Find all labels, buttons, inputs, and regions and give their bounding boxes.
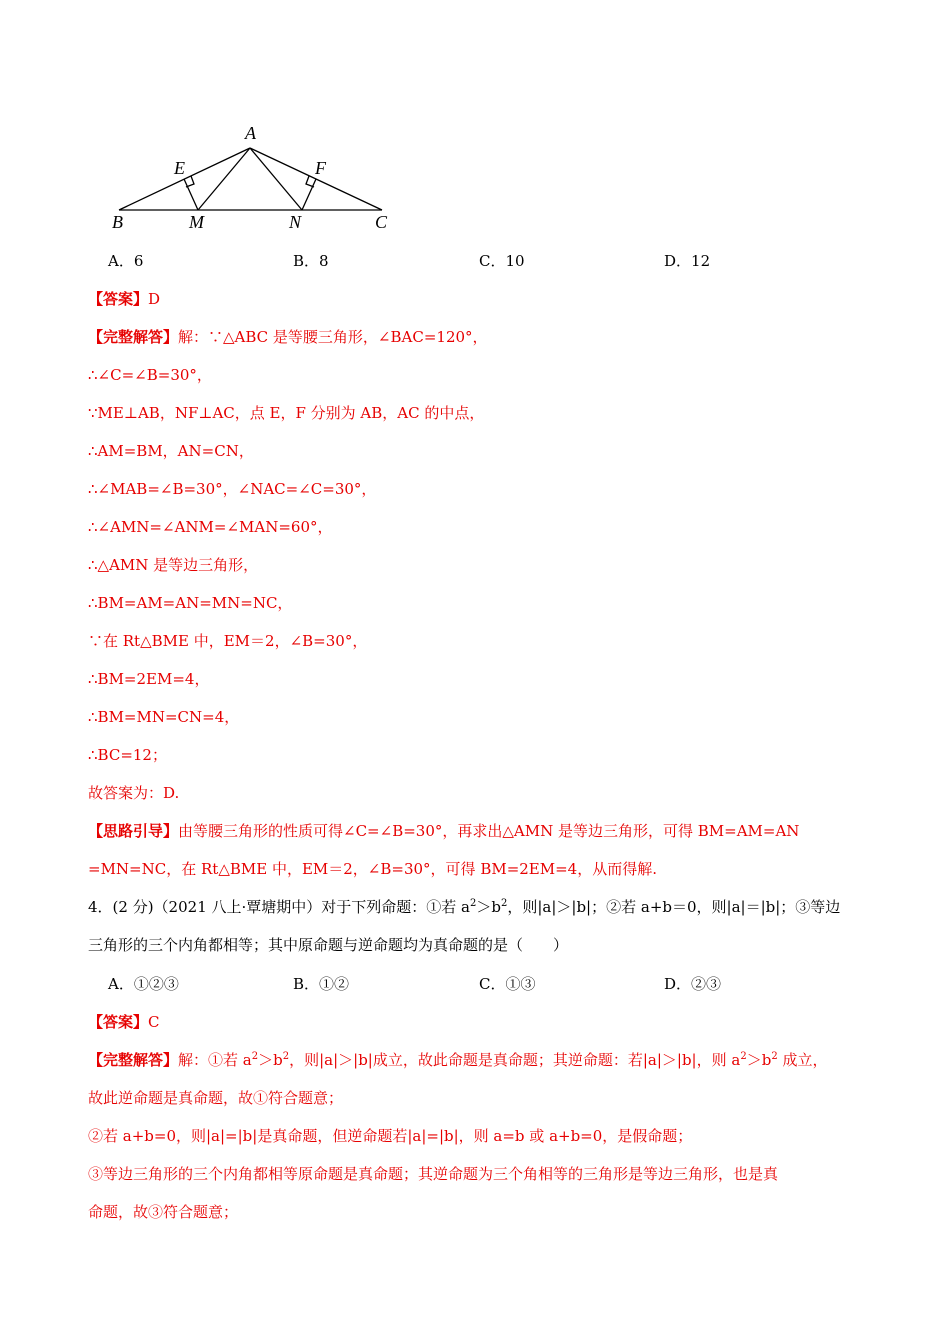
q3-option-d: D．12 (664, 252, 711, 270)
q3-solution-line-4: ∴AM=BM，AN=CN， (88, 442, 254, 460)
q4-text-part: ＞b (476, 898, 501, 916)
q4-solution-line-3: ②若 a+b=0，则|a|=|b|是真命题，但逆命题若|a|=|b|，则 a=b 或 a+b=0，是假命题； (88, 1127, 693, 1145)
q3-solution-line-5: ∴∠MAB=∠B=30°，∠NAC=∠C=30°， (88, 480, 377, 498)
hint-tag: 【思路引导】 (88, 822, 179, 840)
q3-solution-line-7: ∴△AMN 是等边三角形， (88, 556, 259, 574)
q3-option-c: C．10 (479, 252, 525, 270)
q3-hint-line-1 (88, 820, 868, 841)
q3-solution-line-9: ∵在 Rt△BME 中，EM＝2，∠B=30°， (88, 632, 368, 650)
q3-solution-line-2: ∴∠C=∠B=30°， (88, 366, 212, 384)
label-b: B (112, 212, 123, 232)
segment-am (198, 148, 250, 210)
answer-value: C (148, 1013, 160, 1031)
label-n: N (289, 212, 302, 232)
solution-text: 解：∵△ABC 是等腰三角形，∠BAC=120°， (178, 328, 488, 346)
superscript: 2 (469, 898, 477, 909)
answer-tag: 【答案】 (88, 1013, 149, 1031)
q3-solution-line-10: ∴BM=2EM=4， (88, 670, 210, 688)
q4-solution-line-5: 命题，故③符合题意； (88, 1203, 239, 1221)
solution-text-part: ＞b (258, 1051, 283, 1069)
q3-solution-line-11: ∴BM=MN=CN=4， (88, 708, 240, 726)
solution-text-part: ，则|a|＞|b|成立，故此命题是真命题；其逆命题：若|a|＞|b|，则 a (289, 1051, 741, 1069)
q4-option-a: A．①②③ (108, 975, 179, 993)
label-c: C (375, 212, 388, 232)
superscript: 2 (771, 1051, 778, 1062)
triangle-figure (100, 118, 400, 236)
q4-option-c: C．①③ (479, 975, 536, 993)
q4-question-line-2: 三角形的三个内角都相等；其中原命题与逆命题均为真命题的是（ ） (88, 936, 569, 954)
solution-text-part: ＞b (746, 1051, 772, 1069)
q4-question-line-1 (88, 896, 868, 917)
label-f: F (315, 158, 326, 178)
superscript: 2 (500, 898, 508, 909)
solution-tag: 【完整解答】 (88, 1051, 179, 1069)
q3-solution-line-13: 故答案为：D. (88, 784, 180, 802)
answer-tag: 【答案】 (88, 290, 149, 308)
q4-option-b: B．①② (293, 975, 350, 993)
superscript: 2 (740, 1051, 747, 1062)
label-m: M (189, 212, 204, 232)
q3-solution-line-6: ∴∠AMN=∠ANM=∠MAN=60°， (88, 518, 333, 536)
q4-solution-line-2: 故此逆命题是真命题，故①符合题意； (88, 1089, 344, 1107)
q4-text-part: 4．(2 分)（2021 八上·覃塘期中）对于下列命题：①若 a (88, 898, 470, 916)
hint-text: 由等腰三角形的性质可得∠C=∠B=30°，再求出△AMN 是等边三角形，可得 BM=AM=AN (178, 822, 800, 840)
q3-option-a: A．6 (108, 252, 144, 270)
q3-option-b: B．8 (293, 252, 329, 270)
q3-hint-line-2: =MN=NC，在 Rt△BME 中，EM＝2，∠B=30°，可得 BM=2EM=4，从而得解. (88, 860, 657, 878)
solution-tag: 【完整解答】 (88, 328, 179, 346)
segment-me (184, 179, 198, 210)
q3-solution-line-12: ∴BC=12； (88, 746, 167, 764)
label-e: E (174, 158, 185, 178)
q3-solution-line-8: ∴BM=AM=AN=MN=NC， (88, 594, 293, 612)
q3-answer (88, 288, 868, 309)
q4-text-part: ，则|a|＞|b|；②若 a+b＝0，则|a|＝|b|；③等边 (507, 898, 841, 916)
solution-text-part: 解：①若 a (178, 1051, 252, 1069)
q4-solution-line-1 (88, 1049, 868, 1070)
segment-nf (302, 179, 316, 210)
superscript: 2 (282, 1051, 290, 1062)
solution-text-part: 成立， (777, 1051, 828, 1069)
label-a: A (245, 123, 256, 143)
q3-solution-line-1 (88, 326, 868, 347)
q3-solution-line-3: ∵ME⊥AB，NF⊥AC，点 E，F 分别为 AB，AC 的中点， (88, 404, 485, 422)
superscript: 2 (251, 1051, 259, 1062)
segment-an (250, 148, 302, 210)
q4-option-d: D．②③ (664, 975, 722, 993)
q4-solution-line-4: ③等边三角形的三个内角都相等原命题是真命题；其逆命题为三个角相等的三角形是等边三角形，也是真 (88, 1165, 779, 1183)
answer-value: D (148, 290, 161, 308)
q4-answer (88, 1011, 868, 1032)
